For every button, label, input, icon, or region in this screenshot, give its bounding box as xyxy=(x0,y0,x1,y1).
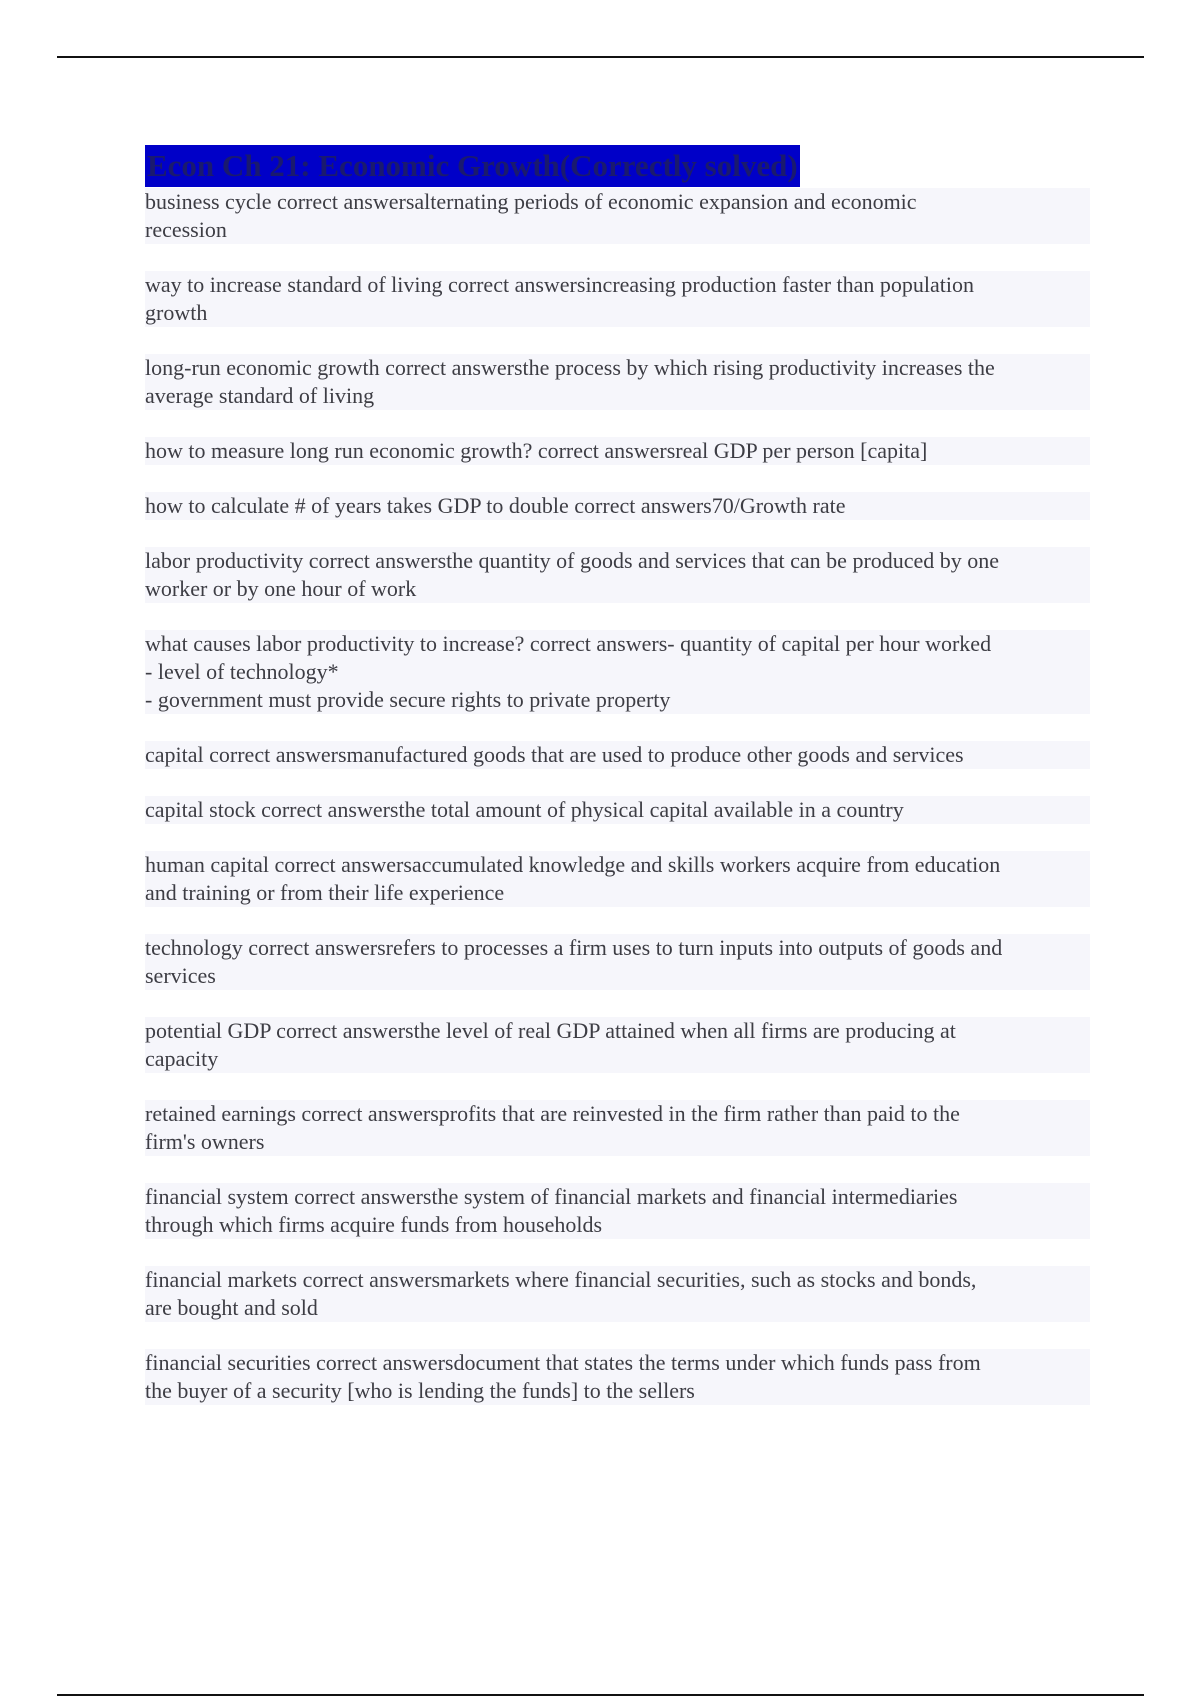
flashcard-line: worker or by one hour of work xyxy=(145,576,417,601)
flashcard-entry xyxy=(145,492,1090,520)
flashcard-entry xyxy=(145,934,1090,990)
flashcard-line: - government must provide secure rights to private property xyxy=(145,687,671,712)
flashcard-entry xyxy=(145,271,1090,327)
flashcard-line: technology correct answersrefers to processes a firm uses to turn inputs into outputs of goods and xyxy=(145,935,1003,960)
flashcard-line: way to increase standard of living correct answersincreasing production faster than population xyxy=(145,272,974,297)
flashcard-line: long-run economic growth correct answersthe process by which rising productivity increases the xyxy=(145,355,995,380)
flashcard-entry xyxy=(145,741,1090,769)
flashcard-line: human capital correct answersaccumulated knowledge and skills workers acquire from education xyxy=(145,852,1001,877)
document-title: Econ Ch 21: Economic Growth(Correctly solved) xyxy=(145,145,800,187)
flashcard-entry xyxy=(145,1183,1090,1239)
flashcard-line: what causes labor productivity to increase? correct answers- quantity of capital per hour worked xyxy=(145,631,992,656)
flashcard-entry xyxy=(145,1017,1090,1073)
flashcard-line: services xyxy=(145,963,216,988)
flashcard-line: retained earnings correct answersprofits that are reinvested in the firm rather than paid to the xyxy=(145,1101,960,1126)
flashcard-entry xyxy=(145,354,1090,410)
flashcard-line: - level of technology* xyxy=(145,659,339,684)
flashcard-line: capacity xyxy=(145,1046,219,1071)
flashcard-line: capital correct answersmanufactured goods that are used to produce other goods and services xyxy=(145,742,964,767)
flashcard-line: business cycle correct answersalternating periods of economic expansion and economic xyxy=(145,189,917,214)
flashcard-line: how to calculate # of years takes GDP to double correct answers70/Growth rate xyxy=(145,493,846,518)
flashcard-line: through which firms acquire funds from households xyxy=(145,1212,603,1237)
flashcard-entry xyxy=(145,796,1090,824)
flashcard-line: how to measure long run economic growth? correct answersreal GDP per person [capita] xyxy=(145,438,928,463)
flashcard-line: financial system correct answersthe system of financial markets and financial intermediaries xyxy=(145,1184,958,1209)
flashcard-line: labor productivity correct answersthe quantity of goods and services that can be produced by one xyxy=(145,548,1000,573)
flashcard-entry xyxy=(145,1100,1090,1156)
flashcard-line: average standard of living xyxy=(145,383,375,408)
flashcard-line: growth xyxy=(145,300,208,325)
header-rule xyxy=(57,56,1144,58)
flashcard-list xyxy=(145,188,1090,1405)
flashcard-line: capital stock correct answersthe total amount of physical capital available in a country xyxy=(145,797,904,822)
flashcard-line: potential GDP correct answersthe level of real GDP attained when all firms are producing at xyxy=(145,1018,956,1043)
flashcard-line: and training or from their life experience xyxy=(145,880,505,905)
flashcard-entry xyxy=(145,851,1090,907)
document-body xyxy=(145,145,1090,1432)
flashcard-line: recession xyxy=(145,217,227,242)
flashcard-line: are bought and sold xyxy=(145,1295,318,1320)
flashcard-entry xyxy=(145,630,1090,714)
flashcard-line: firm's owners xyxy=(145,1129,265,1154)
flashcard-entry xyxy=(145,437,1090,465)
flashcard-entry xyxy=(145,1349,1090,1405)
flashcard-entry xyxy=(145,188,1090,244)
flashcard-line: financial markets correct answersmarkets where financial securities, such as stocks and bonds, xyxy=(145,1267,977,1292)
flashcard-entry xyxy=(145,1266,1090,1322)
flashcard-entry xyxy=(145,547,1090,603)
footer-rule xyxy=(57,1694,1144,1696)
flashcard-line: the buyer of a security [who is lending the funds] to the sellers xyxy=(145,1378,695,1403)
flashcard-line: financial securities correct answersdocument that states the terms under which funds pass from xyxy=(145,1350,981,1375)
